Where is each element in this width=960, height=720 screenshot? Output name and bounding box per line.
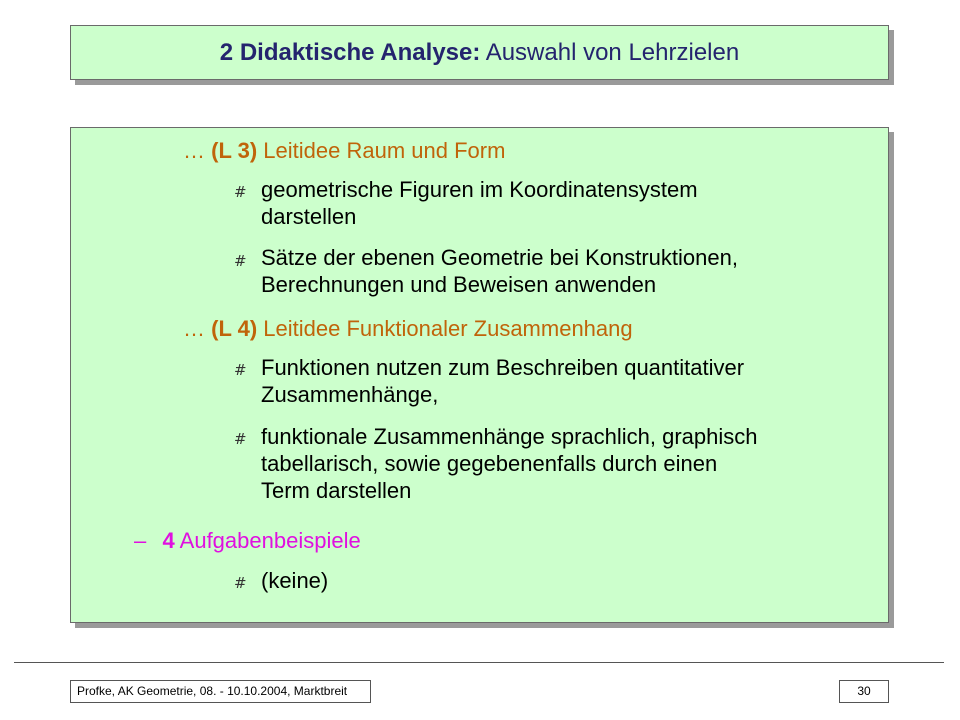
slide-title [71,39,888,67]
bullet-text: tabellarisch, sowie gegebenenfalls durch einen [261,451,718,476]
section-ellipsis: … [183,138,205,163]
footer-divider [14,662,944,663]
section-number: 4 [162,528,175,553]
title-box [70,25,889,80]
hash-bullet-icon: # [234,574,247,592]
section-heading-l4 [183,315,633,342]
bullet-text: Term darstellen [261,478,412,503]
title-normal: Auswahl von Lehrzielen [485,39,740,66]
section-label: Aufgabenbeispiele [179,528,361,553]
bullet-text: darstellen [261,204,357,229]
section-dash: – [134,528,147,553]
bullet-text: geometrische Figuren im Koordinatensystem [261,177,698,202]
hash-bullet-icon: # [234,361,247,379]
footer-source: Profke, AK Geometrie, 08. - 10.10.2004, Marktbreit [70,680,371,703]
section-label: Leitidee Funktionaler Zusammenhang [263,316,633,341]
content-box [70,127,889,623]
bullet-text: Berechnungen und Beweisen anwenden [261,272,657,297]
section-label: Leitidee Raum und Form [263,138,506,163]
section-heading-aufgaben [134,527,361,554]
hash-bullet-icon: # [234,183,247,201]
section-code: (L 3) [211,138,258,163]
bullet-text: (keine) [261,568,329,593]
bullet-text: funktionale Zusammenhänge sprachlich, graphisch [261,424,758,449]
hash-bullet-icon: # [234,430,247,448]
title-bold: 2 Didaktische Analyse: [219,39,481,66]
page-number: 30 [839,680,889,703]
section-heading-l3 [183,137,505,164]
bullet-text: Zusammenhänge, [261,382,439,407]
hash-bullet-icon: # [234,252,247,270]
section-ellipsis: … [183,316,205,341]
section-code: (L 4) [211,316,258,341]
bullet-text: Funktionen nutzen zum Beschreiben quantitativer [261,355,745,380]
bullet-text: Sätze der ebenen Geometrie bei Konstruktionen, [261,245,738,270]
